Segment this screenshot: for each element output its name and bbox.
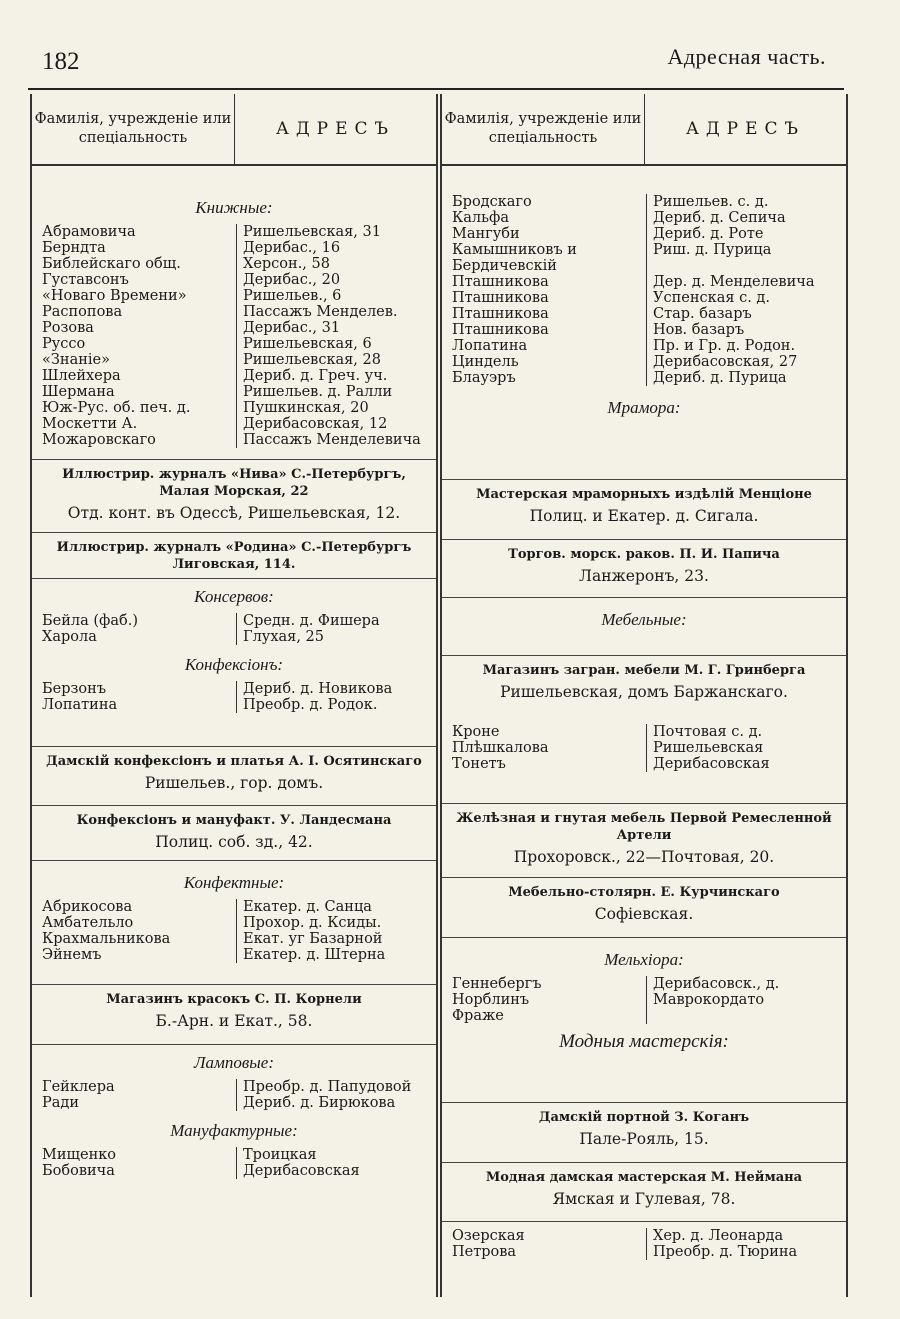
entry-name: Библейскаго общ. xyxy=(42,256,181,272)
entry-address: Глухая, 25 xyxy=(236,629,430,645)
entry-address: Дерибас., 31 xyxy=(236,320,430,336)
entry-list xyxy=(32,899,436,963)
category-title: Мебельные: xyxy=(601,610,687,629)
ad-grinberg xyxy=(442,656,846,804)
section-mramora xyxy=(442,386,846,480)
entry-name: Пташникова xyxy=(452,274,549,290)
entry-address: Дериб. д. Роте xyxy=(646,226,840,242)
entry-list xyxy=(32,224,436,448)
category-title: Конфектные: xyxy=(183,873,285,892)
category-title: Мрамора: xyxy=(607,398,681,417)
entry-address: Екатер. д. Штерна xyxy=(236,947,430,963)
category-title: Мельхіора: xyxy=(604,950,684,969)
entry-name: Амбательло xyxy=(42,915,134,931)
entry-name: Кроне xyxy=(452,724,500,740)
entry-name: «Знаніе» xyxy=(42,352,110,368)
entry-name: Геннебергъ xyxy=(452,976,542,992)
entry-address: Пушкинская, 20 xyxy=(236,400,430,416)
entry-list xyxy=(32,613,436,645)
entry-address: Дерибасовск., д. xyxy=(646,976,840,992)
entry-name: Плѣшкалова xyxy=(452,740,549,756)
entry-address xyxy=(646,258,840,274)
ad-kurchinsky xyxy=(442,878,846,938)
section-mebelnye xyxy=(442,598,846,656)
category-title: Консервов: xyxy=(194,587,274,606)
ad-rodina xyxy=(32,533,436,579)
entry-name: Розова xyxy=(42,320,94,336)
page-number: 182 xyxy=(42,48,80,75)
entry-address: Стар. базаръ xyxy=(646,306,840,322)
ad-name: Дамскій конфексіонъ и платья А. I. Осятинскаго xyxy=(46,754,422,769)
ad-artel xyxy=(442,804,846,878)
ad-niva xyxy=(32,460,436,533)
category-title: Модныя мастерскія: xyxy=(559,1031,729,1052)
entry-address: Ришельев., 6 xyxy=(236,288,430,304)
ad-name: Иллюстрир. журналъ «Родина» С.-Петербургъ Лиговская, 114. xyxy=(56,540,412,572)
entry-address: Средн. д. Фишера xyxy=(236,613,430,629)
entry-list xyxy=(442,194,846,386)
entry-name: Мищенко xyxy=(42,1147,117,1163)
entry-name: Бердичевскій xyxy=(452,258,557,274)
entry-name: Бродскаго xyxy=(452,194,532,210)
entry-address: Ришельев. д. Ралли xyxy=(236,384,430,400)
entry-address: Ришельевская, 31 xyxy=(236,224,430,240)
entry-address: Дерибасовская xyxy=(236,1163,430,1179)
entry-name: Берзонъ xyxy=(42,681,107,697)
entry-address: Троицкая xyxy=(236,1147,430,1163)
category-title: Ламповые: xyxy=(194,1053,274,1072)
entry-name: Кальфа xyxy=(452,210,509,226)
entry-address: Преобр. д. Папудовой xyxy=(236,1079,430,1095)
entry-address: Почтовая с. д. xyxy=(646,724,840,740)
column-header xyxy=(32,94,436,166)
entry-name: Руссо xyxy=(42,336,86,352)
entry-name: Фраже xyxy=(452,1008,504,1024)
ad-name: Мебельно-столярн. Е. Курчинскаго xyxy=(508,885,780,900)
entry-name: Бейла (фаб.) xyxy=(42,613,139,629)
ad-name: Мастерская мраморныхъ издѣлій Менціоне xyxy=(476,487,812,502)
entry-name: Бобовича xyxy=(42,1163,115,1179)
ad-address: Прохоровск., 22—Почтовая, 20. xyxy=(513,848,775,866)
running-head: Адресная часть. xyxy=(667,44,826,69)
entry-name: Камышниковъ и xyxy=(452,242,577,258)
entry-address: Пассажъ Менделевича xyxy=(236,432,430,448)
entry-name: Озерская xyxy=(452,1228,525,1244)
ad-name: Конфексіонъ и мануфакт. У. Ландесмана xyxy=(76,813,392,828)
top-rule xyxy=(28,88,844,90)
entry-name: Пташникова xyxy=(452,306,549,322)
ad-name: Торгов. морск. раков. П. И. Папича xyxy=(508,547,780,562)
entry-name: Норблинъ xyxy=(452,992,530,1008)
entry-address: Дерибас., 20 xyxy=(236,272,430,288)
category-title: Мануфактурные: xyxy=(170,1121,298,1140)
name-col-header: Фамилія, учрежденіе или спеціальность xyxy=(32,94,235,164)
address-col-header: АДРЕСЪ xyxy=(685,119,806,139)
entry-name: Москетти А. xyxy=(42,416,138,432)
entry-address: Дериб. д. Греч. уч. xyxy=(236,368,430,384)
ad-name: Магазинъ загран. мебели М. Г. Гринберга xyxy=(482,663,806,678)
ad-address: Ришельев., гор. домъ. xyxy=(144,774,324,792)
entry-address: Екатер. д. Санца xyxy=(236,899,430,915)
ad-name: Магазинъ красокъ С. П. Корнели xyxy=(106,992,362,1007)
ad-neiman xyxy=(442,1163,846,1260)
entry-name: Абрикосова xyxy=(42,899,133,915)
entry-list xyxy=(442,976,846,1024)
entry-name: Гейклера xyxy=(42,1079,115,1095)
entry-name: Циндель xyxy=(452,354,519,370)
address-col-header: АДРЕСЪ xyxy=(275,119,396,139)
ad-osyatinsky xyxy=(32,746,436,806)
entry-list xyxy=(32,1079,436,1111)
ad-landesman xyxy=(32,806,436,861)
entry-name: Лопатина xyxy=(42,697,118,713)
entry-address: Преобр. д. Тюрина xyxy=(646,1244,840,1260)
ad-address: Ришельевская, домъ Баржанскаго. xyxy=(500,683,788,701)
ad-name: Дамскій портной З. Коганъ xyxy=(538,1110,750,1125)
entry-address: Нов. базаръ xyxy=(646,322,840,338)
entry-address: Дериб. д. Новикова xyxy=(236,681,430,697)
entry-address: Екат. уг Базарной xyxy=(236,931,430,947)
entry-address: Дерибасовская, 12 xyxy=(236,416,430,432)
entry-name: Эйнемъ xyxy=(42,947,102,963)
entry-name: Юж-Рус. об. печ. д. xyxy=(42,400,191,416)
entry-address: Хер. д. Леонарда xyxy=(646,1228,840,1244)
entry-address: Пассажъ Менделев. xyxy=(236,304,430,320)
ad-mencione xyxy=(442,480,846,540)
ad-papich xyxy=(442,540,846,598)
entry-address: Ришельевская xyxy=(646,740,840,756)
entry-address: Преобр. д. Родок. xyxy=(236,697,430,713)
entry-name: Харола xyxy=(42,629,97,645)
entry-address: Риш. д. Пурица xyxy=(646,242,840,258)
category-title: Книжные: xyxy=(195,198,273,217)
section-knizhnye-continued xyxy=(442,166,846,386)
entry-address: Прохор. д. Ксиды. xyxy=(236,915,430,931)
section-melhiora-modnye xyxy=(442,938,846,1103)
entry-list xyxy=(442,1228,846,1260)
ad-address: Пале-Рояль, 15. xyxy=(579,1130,709,1148)
right-column xyxy=(440,94,848,1297)
entry-address: Ришельевская, 28 xyxy=(236,352,430,368)
entry-address: Дерибас., 16 xyxy=(236,240,430,256)
ad-address: Ланжеронъ, 23. xyxy=(579,567,709,585)
column-header xyxy=(442,94,846,166)
entry-address: Дерибасовская xyxy=(646,756,840,772)
entry-address xyxy=(646,1008,840,1024)
entry-address: Херсон., 58 xyxy=(236,256,430,272)
entry-list xyxy=(32,1147,436,1179)
left-column xyxy=(30,94,438,1297)
entry-name: Блауэръ xyxy=(452,370,516,386)
ad-address: Ямская и Гулевая, 78. xyxy=(442,1186,846,1222)
entry-name: Пташникова xyxy=(452,322,549,338)
ad-name: Модная дамская мастерская М. Неймана xyxy=(485,1170,803,1185)
category-title: Конфексіонъ: xyxy=(184,655,284,674)
entry-list xyxy=(32,681,436,713)
entry-name: Ради xyxy=(42,1095,79,1111)
ad-kogan xyxy=(442,1103,846,1163)
entry-name: «Новаго Времени» xyxy=(42,288,187,304)
entry-address: Дериб. д. Бирюкова xyxy=(236,1095,430,1111)
entry-address: Маврокордато xyxy=(646,992,840,1008)
entry-name: Крахмальникова xyxy=(42,931,171,947)
section-lampovye-manufakturnye xyxy=(32,1045,436,1179)
ad-address: Отд. конт. въ Одессѣ, Ришельевская, 12. xyxy=(67,504,401,522)
entry-name: Петрова xyxy=(452,1244,517,1260)
entry-address: Пр. и Гр. д. Родон. xyxy=(646,338,840,354)
entry-name: Тонетъ xyxy=(452,756,506,772)
ad-address: Полиц. соб. зд., 42. xyxy=(155,833,313,851)
ad-name: Желѣзная и гнутая мебель Первой Ремесленной Артели xyxy=(456,811,832,843)
entry-name: Мангуби xyxy=(452,226,520,242)
entry-address: Успенская с. д. xyxy=(646,290,840,306)
entry-name: Берндта xyxy=(42,240,106,256)
entry-name: Пташникова xyxy=(452,290,549,306)
entry-name: Распопова xyxy=(42,304,123,320)
ad-address: Б.-Арн. и Екат., 58. xyxy=(155,1012,313,1030)
name-col-header: Фамилія, учрежденіе или спеціальность xyxy=(442,94,645,164)
entry-list xyxy=(442,724,846,772)
entry-name: Шлейхера xyxy=(42,368,121,384)
entry-name: Лопатина xyxy=(452,338,528,354)
entry-address: Дер. д. Менделевича xyxy=(646,274,840,290)
section-knizhnye xyxy=(32,166,436,460)
entry-address: Ришельевская, 6 xyxy=(236,336,430,352)
entry-name: Абрамовича xyxy=(42,224,136,240)
entry-name: Шермана xyxy=(42,384,115,400)
entry-name: Густавсонъ xyxy=(42,272,129,288)
ad-address: Софіевская. xyxy=(594,905,694,923)
entry-name: Можаровскаго xyxy=(42,432,156,448)
ad-address: Полиц. и Екатер. д. Сигала. xyxy=(529,507,759,525)
entry-address: Дериб. д. Сепича xyxy=(646,210,840,226)
section-konfektnye xyxy=(32,861,436,985)
entry-address: Ришельев. с. д. xyxy=(646,194,840,210)
ad-korneli xyxy=(32,985,436,1045)
entry-address: Дерибасовская, 27 xyxy=(646,354,840,370)
section-konservov-konfekcion xyxy=(32,579,436,746)
entry-address: Дериб. д. Пурица xyxy=(646,370,840,386)
ad-name: Иллюстрир. журналъ «Нива» С.-Петербургъ, Малая Морская, 22 xyxy=(62,467,406,499)
